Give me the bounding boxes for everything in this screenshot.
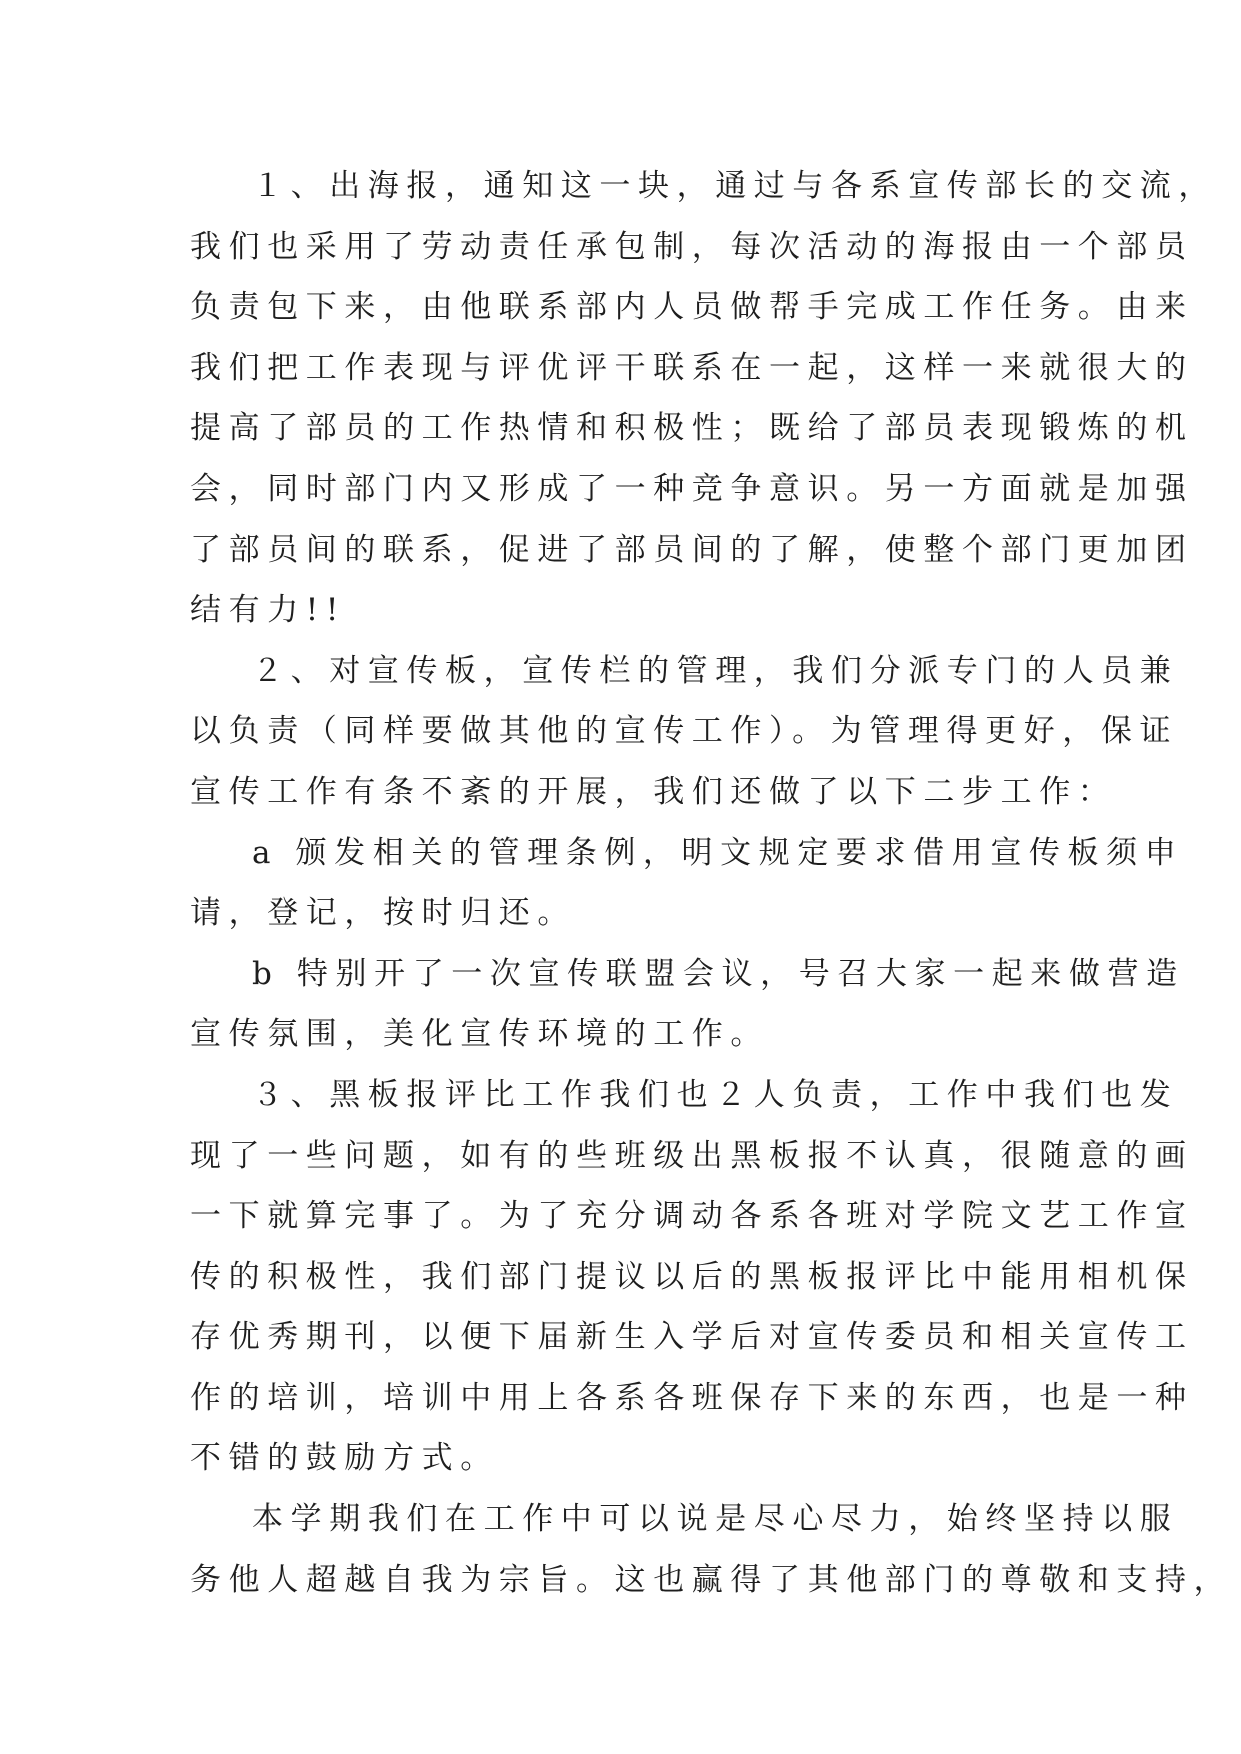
paragraph-4 [190, 944, 1185, 1065]
text-line: 务他人超越自我为宗旨。这也赢得了其他部门的尊敬和支持， [190, 1561, 1233, 1598]
text-line: 提高了部员的工作热情和积极性；既给了部员表现锻炼的机 [190, 410, 1194, 447]
text-line: 负责包下来，由他联系部内人员做帮手完成工作任务。由来 [190, 289, 1194, 326]
text-line: b 特别开了一次宣传联盟会议，号召大家一起来做营造 [252, 955, 1185, 992]
paragraph-3 [190, 823, 1184, 944]
paragraph-1 [190, 156, 1217, 641]
text-line: a 颁发相关的管理条例，明文规定要求借用宣传板须申 [252, 834, 1184, 871]
text-line: 我们把工作表现与评优评干联系在一起，这样一来就很大的 [190, 349, 1194, 386]
text-line: 了部员间的联系，促进了部员间的了解，使整个部门更加团 [190, 531, 1194, 568]
text-line: ２、对宣传板，宣传栏的管理，我们分派专门的人员兼 [252, 652, 1179, 689]
text-line: 本学期我们在工作中可以说是尽心尽力，始终坚持以服 [252, 1501, 1179, 1538]
paragraph-2 [190, 641, 1179, 823]
paragraph-6 [190, 1489, 1233, 1610]
text-line: 结有力!! [190, 592, 346, 629]
text-line: １、出海报，通知这一块，通过与各系宣传部长的交流， [252, 168, 1217, 204]
text-line: 一下就算完事了。为了充分调动各系各班对学院文艺工作宣 [190, 1198, 1194, 1235]
text-line: 宣传工作有条不紊的开展，我们还做了以下二步工作： [190, 773, 1117, 810]
text-line: ３、黑板报评比工作我们也２人负责，工作中我们也发 [252, 1076, 1179, 1113]
text-line: 作的培训，培训中用上各系各班保存下来的东西，也是一种 [190, 1379, 1194, 1416]
body-text [190, 156, 1233, 1610]
paragraph-5 [190, 1065, 1194, 1489]
text-line: 不错的鼓励方式。 [190, 1440, 499, 1477]
text-line: 请，登记，按时归还。 [190, 895, 576, 932]
text-line: 现了一些问题，如有的些班级出黑板报不认真，很随意的画 [190, 1137, 1194, 1174]
text-line: 以负责（同样要做其他的宣传工作）。为管理得更好，保证 [190, 713, 1179, 750]
text-line: 传的积极性，我们部门提议以后的黑板报评比中能用相机保 [190, 1258, 1194, 1295]
text-line: 会，同时部门内又形成了一种竞争意识。另一方面就是加强 [190, 470, 1194, 507]
text-line: 宣传氛围，美化宣传环境的工作。 [190, 1016, 769, 1053]
text-line: 存优秀期刊，以便下届新生入学后对宣传委员和相关宣传工 [190, 1319, 1194, 1356]
text-line: 我们也采用了劳动责任承包制，每次活动的海报由一个部员 [190, 228, 1194, 265]
